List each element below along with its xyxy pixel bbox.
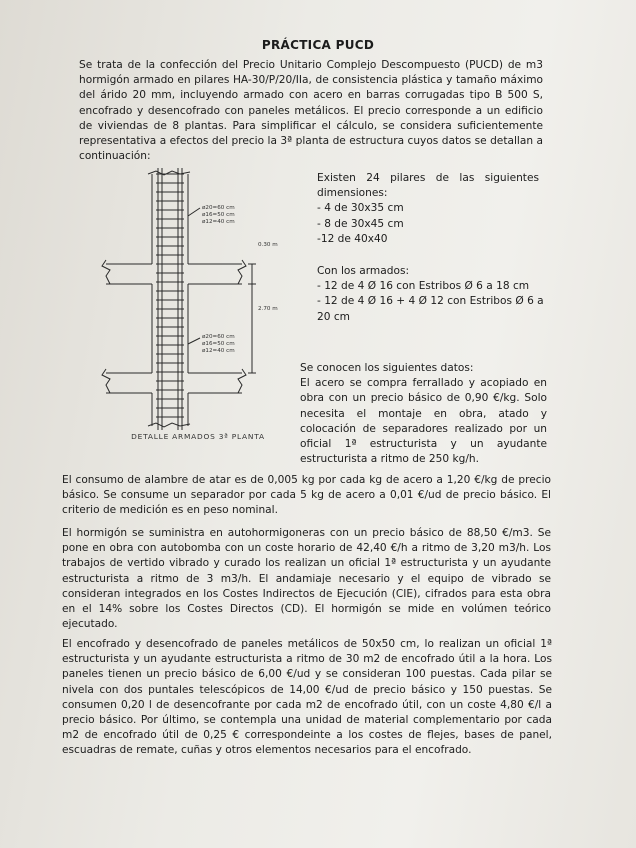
top-lap-note	[202, 205, 235, 225]
note-line: ø12=40 cm	[202, 218, 235, 225]
reinforcement-heading: Con los armados:	[317, 265, 410, 277]
known-data-text: El acero se compra ferrallado y acopiado en obra con un precio básico de 0,90 €/kg. Solo necesita el montaje en obra, atado y colocación de separadores realizado por un oficial 1ª estructurista y un ayudante estructurista a ritmo de 250 kg/h.	[300, 377, 547, 466]
intro-paragraph: Se trata de la confección del Precio Unitario Complejo Descompuesto (PUCD) de m3 hormigón armado en pilares HA-30/P/20/IIa, de consistencia plástica y tamaño máximo del árido 20 mm, incluyendo armado con acero en barras corrugadas tipo B 500 S, encofrado y desencofrado con paneles metálicos. El precio corresponde a un edificio de viviendas de 8 plantas. Para simplificar el cálculo, se considera suficientemente representativa a efectos del precio la 3ª planta de estructura cuyos datos se detallan a continuación:	[79, 59, 543, 163]
slab-thickness-dimension: 0.30 m	[258, 242, 278, 248]
pillars-heading: Existen 24 pilares de las siguientes dimensiones:	[317, 172, 539, 200]
reinforcement-diagram	[92, 168, 304, 450]
note-line: ø20=60 cm	[202, 205, 235, 211]
pillar-item: - 8 de 30x45 cm	[317, 217, 404, 230]
reinforcement-item: - 12 de 4 Ø 16 + 4 Ø 12 con Estribos Ø 6 a 20 cm	[317, 295, 544, 323]
note-line: ø16=50 cm	[202, 211, 235, 218]
reinforcement-block	[317, 264, 547, 325]
diagram-caption: DETALLE ARMADOS 3ª PLANTA	[131, 432, 265, 441]
concrete-paragraph: El hormigón se suministra en autohormigoneras con un precio básico de 88,50 €/m3. Se pone en obra con autobomba con un coste horario de 42,40 €/h a ritmo de 3,20 m3/h. Los trabajos de vertido vibrado y curado los realizan un oficial 1ª estructurista y un ayudante estructurista a ritmo de 3 m3/h. El andamiaje necesario y el equipo de vibrado se consideran integrados en los Costes Indirectos de Ejecución (CIE), cifrados para esta obra en el 14% sobre los Costes Directos (CD). El hormigón se mide en volúmen teórico ejecutado.	[62, 527, 551, 631]
note-line: ø12=40 cm	[202, 347, 235, 354]
wire-paragraph: El consumo de alambre de atar es de 0,005 kg por cada kg de acero a 1,20 €/kg de precio básico. Se consume un separador por cada 5 kg de acero a 0,01 €/ud de precio básico. El criterio de medición es en peso nominal.	[62, 474, 551, 517]
note-line: ø16=50 cm	[202, 340, 235, 347]
column-drawing	[92, 168, 304, 430]
formwork-paragraph: El encofrado y desencofrado de paneles metálicos de 50x50 cm, lo realizan un oficial 1ª estructurista y un ayudante estructurista a ritmo de 30 m2 de encofrado útil a la hora. Los paneles tienen un precio básico de 6,00 €/ud y se consideran 100 puestas. Cada pilar se nivela con dos puntales telescópicos de 14,00 €/ud de precio básico y 150 puestas. Se consumen 0,20 l de desencofrante por cada m2 de encofrado útil, con un coste 4,80 €/l a precio básico. Por último, se contempla una unidad de material complementario por cada m2 de encofrado útil de 0,25 € correspondeinte a los costes de flejes, bases de panel, escuadras de remate, cuñas y otros elementos necesarios para el encofrado.	[62, 638, 552, 757]
reinforcement-item: - 12 de 4 Ø 16 con Estribos Ø 6 a 18 cm	[317, 280, 530, 293]
page-title: PRÁCTICA PUCD	[261, 38, 375, 52]
floor-height-dimension: 2.70 m	[258, 306, 278, 312]
pillar-item: -12 de 40x40	[317, 232, 388, 245]
bottom-lap-note	[202, 334, 235, 354]
known-data-heading: Se conocen los siguientes datos:	[300, 362, 474, 374]
pillars-block	[317, 171, 539, 247]
pillar-item: - 4 de 30x35 cm	[317, 202, 404, 215]
note-line: ø20=60 cm	[202, 334, 235, 340]
known-data-block	[300, 361, 547, 467]
